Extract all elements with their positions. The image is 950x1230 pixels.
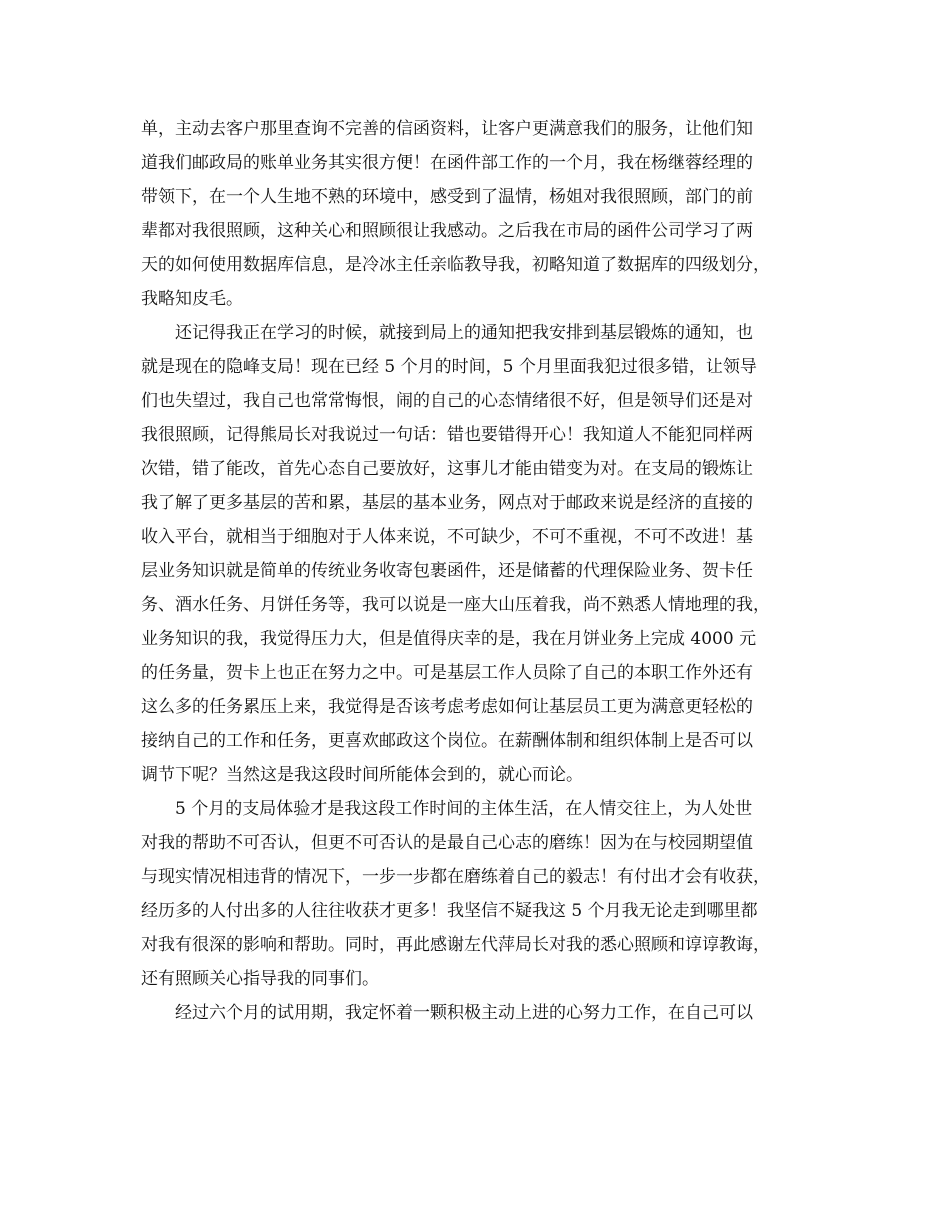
- text-line: 收入平台，就相当于细胞对于人体来说，不可缺少，不可不重视，不可不改进！基: [141, 527, 753, 547]
- text-line: 们也失望过，我自己也常常悔恨，闹的自己的心态情绪很不好，但是领导们还是对: [141, 391, 753, 411]
- text-line: 天的如何使用数据库信息，是冷冰主任亲临教导我，初略知道了数据库的四级划分，: [141, 255, 770, 275]
- text-line: 接纳自己的工作和任务，更喜欢邮政这个岗位。在薪酬体制和组织体制上是否可以: [141, 731, 753, 751]
- text-line: 这么多的任务累压上来，我觉得是否该考虑考虑如何让基层员工更为满意更轻松的: [141, 697, 753, 717]
- text-line: 单，主动去客户那里查询不完善的信函资料，让客户更满意我们的服务，让他们知: [141, 119, 753, 139]
- text-line: 我很照顾，记得熊局长对我说过一句话：错也要错得开心！我知道人不能犯同样两: [141, 425, 753, 445]
- text-line: 道我们邮政局的账单业务其实很方便！在函件部工作的一个月，我在杨继蓉经理的: [141, 153, 753, 173]
- text-line: 对我的帮助不可否认，但更不可否认的是最自己心志的磨练！因为在与校园期望值: [141, 833, 753, 853]
- text-line: 经历多的人付出多的人往往收获才更多！我坚信不疑我这 5 个月我无论走到哪里都: [141, 901, 758, 921]
- paragraph-first-line: 经过六个月的试用期，我定怀着一颗积极主动上进的心努力工作，在自己可以: [175, 1003, 753, 1023]
- paragraph-first-line: 5 个月的支局体验才是我这段工作时间的主体生活，在人情交往上，为人处世: [175, 799, 753, 819]
- text-line: 次错，错了能改，首先心态自己要放好，这事儿才能由错变为对。在支局的锻炼让: [141, 459, 753, 479]
- text-line: 对我有很深的影响和帮助。同时，再此感谢左代萍局长对我的悉心照顾和谆谆教诲，: [141, 935, 770, 955]
- text-line: 与现实情况相违背的情况下，一步一步都在磨练着自己的毅志！有付出才会有收获，: [141, 867, 770, 887]
- text-line: 还有照顾关心指导我的同事们。: [141, 969, 379, 989]
- text-line: 辈都对我很照顾，这种关心和照顾很让我感动。之后我在市局的函件公司学习了两: [141, 221, 753, 241]
- text-line: 务、酒水任务、月饼任务等，我可以说是一座大山压着我，尚不熟悉人情地理的我，: [141, 595, 770, 615]
- text-line: 我了解了更多基层的苦和累，基层的基本业务，网点对于邮政来说是经济的直接的: [141, 493, 753, 513]
- document-body: [141, 112, 821, 1030]
- text-line: 带领下，在一个人生地不熟的环境中，感受到了温情，杨姐对我很照顾，部门的前: [141, 187, 753, 207]
- text-line: 业务知识的我，我觉得压力大，但是值得庆幸的是，我在月饼业务上完成 4000 元: [141, 629, 757, 649]
- text-line: 就是现在的隐峰支局！现在已经 5 个月的时间，5 个月里面我犯过很多错，让领导: [141, 357, 757, 377]
- paragraph-first-line: 还记得我正在学习的时候，就接到局上的通知把我安排到基层锻炼的通知，也: [175, 323, 753, 343]
- text-line: 我略知皮毛。: [141, 289, 243, 309]
- text-line: 层业务知识就是简单的传统业务收寄包裹函件，还是储蓄的代理保险业务、贺卡任: [141, 561, 753, 581]
- text-line: 调节下呢？当然这是我这段时间所能体会到的，就心而论。: [141, 765, 583, 785]
- text-line: 的任务量，贺卡上也正在努力之中。可是基层工作人员除了自己的本职工作外还有: [141, 663, 753, 683]
